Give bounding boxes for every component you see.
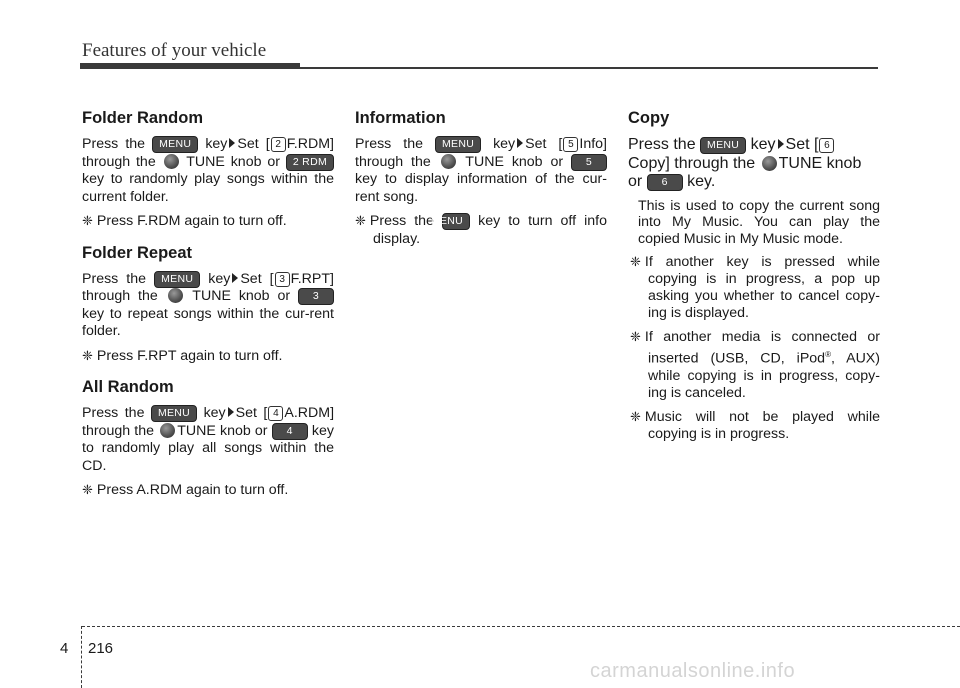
key-4: 4: [272, 423, 308, 440]
column-3: [628, 108, 880, 443]
note-icon: ❈: [82, 213, 93, 228]
copy-instruction: [628, 136, 880, 192]
text: If another media is connected or inserted (USB, CD, iPod: [644, 329, 880, 367]
text: through the: [82, 288, 158, 304]
key-5: 5: [571, 154, 607, 171]
text: Press the: [82, 136, 146, 152]
heading-all-random: All Random: [82, 378, 174, 396]
header-rule: [300, 67, 878, 69]
arrow-right-icon: [517, 138, 523, 148]
text: Set [: [237, 136, 270, 152]
text: key: [203, 405, 226, 421]
menu-key: MENU: [700, 137, 746, 154]
text: If another key is pressed while copying is in progress, a pop up asking you whether to cancel copy-ing is displayed.: [644, 254, 880, 321]
section-all-random: [82, 377, 334, 500]
rdm-key: 2 RDM: [286, 154, 334, 171]
arrow-right-icon: [232, 273, 238, 283]
header-bar: [80, 63, 300, 69]
text: key to turn off info display.: [373, 213, 607, 247]
text: Copy] through the: [628, 154, 756, 172]
text: key to repeat songs within the cur-rent folder.: [82, 305, 334, 339]
text: key to randomly play songs within the current folder.: [82, 171, 334, 205]
heading-information: Information: [355, 109, 446, 127]
information-instruction: [355, 136, 607, 206]
folder-repeat-note: [82, 347, 334, 366]
text: TUNE knob or: [186, 153, 280, 170]
text: key: [311, 422, 334, 439]
text: TUNE knob or: [192, 288, 291, 304]
text: through the: [82, 422, 155, 439]
folder-repeat-instruction: [82, 271, 334, 341]
note-icon: ❈: [82, 482, 93, 497]
footer-divider: [81, 626, 82, 688]
text: Set [: [235, 405, 268, 421]
arrow-right-icon: [778, 139, 784, 149]
section-copy: [628, 108, 880, 443]
text: F.RDM]: [286, 136, 334, 152]
text: TUNE knob or: [177, 422, 268, 439]
menu-key: MENU: [442, 213, 470, 230]
selector-6-icon: 6: [819, 138, 834, 153]
selector-5-icon: 5: [563, 137, 578, 152]
heading-copy: Copy: [628, 109, 670, 127]
registered-mark: ®: [825, 350, 831, 359]
column-1: [82, 108, 334, 500]
all-random-note: [82, 481, 334, 500]
section-information: [355, 108, 607, 248]
note-icon: ❈: [630, 408, 641, 424]
text: F.RPT]: [290, 270, 334, 287]
copy-description: This is used to copy the current song into My Music. You can play the copied Music in My Music mode.: [638, 197, 880, 247]
text: to randomly play all songs within the CD.: [82, 440, 334, 474]
folder-random-instruction: [82, 136, 334, 206]
section-folder-repeat: [82, 243, 334, 366]
note-icon: ❈: [355, 213, 366, 228]
text: Set [: [240, 270, 274, 287]
text: TUNE knob or: [465, 153, 564, 170]
text: Set [: [785, 136, 819, 153]
heading-folder-random: Folder Random: [82, 109, 204, 127]
tune-knob-icon: [168, 288, 183, 303]
heading-folder-repeat: Folder Repeat: [82, 243, 193, 262]
footer-rule: [82, 626, 960, 627]
section-folder-random: [82, 108, 334, 231]
menu-key: MENU: [152, 136, 198, 153]
menu-key: MENU: [151, 405, 197, 422]
menu-key: MENU: [154, 271, 200, 288]
tune-knob-icon: [164, 154, 179, 169]
key-6: 6: [647, 174, 683, 191]
selector-3-icon: 3: [275, 272, 290, 287]
text: Music will not be played while copying is in progress.: [644, 408, 880, 442]
information-note: [355, 212, 607, 248]
note-icon: ❈: [630, 329, 641, 344]
folder-random-note: [82, 212, 334, 231]
text: Set [: [525, 136, 563, 152]
copy-note-1: [628, 253, 880, 322]
text: A.RDM]: [284, 405, 335, 421]
key-3: 3: [298, 288, 334, 305]
text: Press A.RDM again to turn off.: [96, 482, 289, 498]
note-icon: ❈: [82, 347, 93, 363]
text: , AUX) while copying is in progress, copy-ing is canceled.: [648, 350, 880, 401]
text: Press the: [369, 213, 434, 229]
chapter-number: 4: [60, 640, 69, 657]
column-2: [355, 108, 607, 248]
text: key: [493, 136, 516, 152]
arrow-right-icon: [228, 407, 234, 417]
text: Press the: [82, 270, 147, 287]
text: key: [750, 136, 776, 153]
page-header-title: Features of your vehicle: [82, 40, 267, 61]
text: key: [208, 270, 231, 287]
arrow-right-icon: [229, 138, 235, 148]
copy-note-3: [628, 408, 880, 443]
menu-key: MENU: [435, 136, 481, 153]
copy-note-2: [628, 328, 880, 402]
text: key to display information of the cur-rent song.: [355, 171, 607, 205]
text: Press F.RPT again to turn off.: [96, 347, 283, 364]
note-icon: ❈: [630, 254, 641, 269]
selector-4-icon: 4: [268, 406, 283, 421]
text: Press the: [355, 136, 423, 152]
text: key.: [687, 173, 716, 190]
tune-knob-icon: [160, 423, 175, 438]
page-number: 216: [88, 640, 114, 657]
watermark-text: carmanualsonline.info: [590, 660, 796, 682]
selector-2-icon: 2: [271, 137, 286, 152]
text: Info]: [579, 136, 607, 152]
all-random-instruction: [82, 405, 334, 475]
text: through the: [355, 153, 431, 170]
text: through the: [82, 153, 156, 170]
text: Press the: [82, 405, 145, 421]
text: Press the: [628, 136, 696, 153]
text: Press F.RDM again to turn off.: [96, 213, 287, 229]
tune-knob-icon: [441, 154, 456, 169]
text: key: [205, 136, 228, 152]
tune-knob-icon: [762, 156, 777, 171]
text: TUNE knob or: [628, 154, 862, 190]
